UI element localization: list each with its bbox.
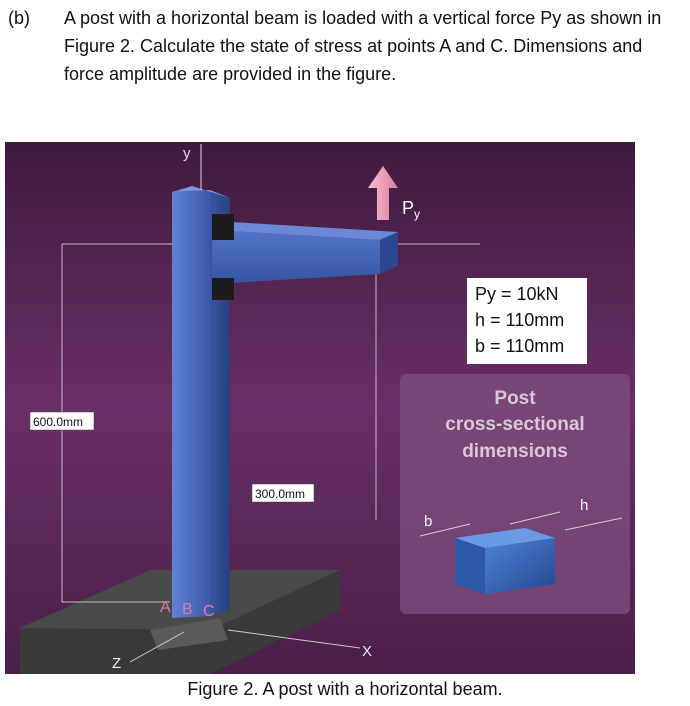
- y-axis-label: y: [183, 145, 191, 162]
- figure-illustration: [0, 140, 690, 676]
- height-dimension-label: 600.0mm: [33, 415, 84, 429]
- lower-bracket: [212, 278, 234, 300]
- upper-bracket: [212, 214, 234, 240]
- section-title-line3: dimensions: [462, 441, 568, 462]
- figure-caption: Figure 2. A post with a horizontal beam.: [187, 679, 503, 699]
- section-title-line1: Post: [494, 388, 536, 409]
- arm-dimension-label: 300.0mm: [255, 487, 306, 501]
- figure-2: [0, 140, 690, 676]
- point-c-label: C: [203, 603, 215, 620]
- problem-label: (b): [8, 8, 30, 28]
- section-h-label: h: [580, 497, 589, 514]
- force-label: $P_y$: [402, 198, 421, 221]
- param-h: h = 110mm: [475, 310, 565, 330]
- z-axis-label: Z: [112, 655, 122, 672]
- section-title-line2: cross-sectional: [445, 414, 585, 435]
- cross-section-block: [455, 528, 555, 594]
- problem-text: A post with a horizontal beam is loaded with a vertical force Py as shown in Figure 2. Calculate the state of stress at points A and C. Dimensions and force amplitude are provided in the figure.: [64, 8, 662, 84]
- point-a-label: A: [160, 599, 171, 616]
- x-axis-label: X: [362, 643, 373, 660]
- point-b-label: B: [182, 601, 193, 618]
- param-b: b = 110mm: [475, 336, 565, 356]
- section-b-label: b: [424, 513, 433, 530]
- param-py: Py = 10kN: [475, 284, 559, 304]
